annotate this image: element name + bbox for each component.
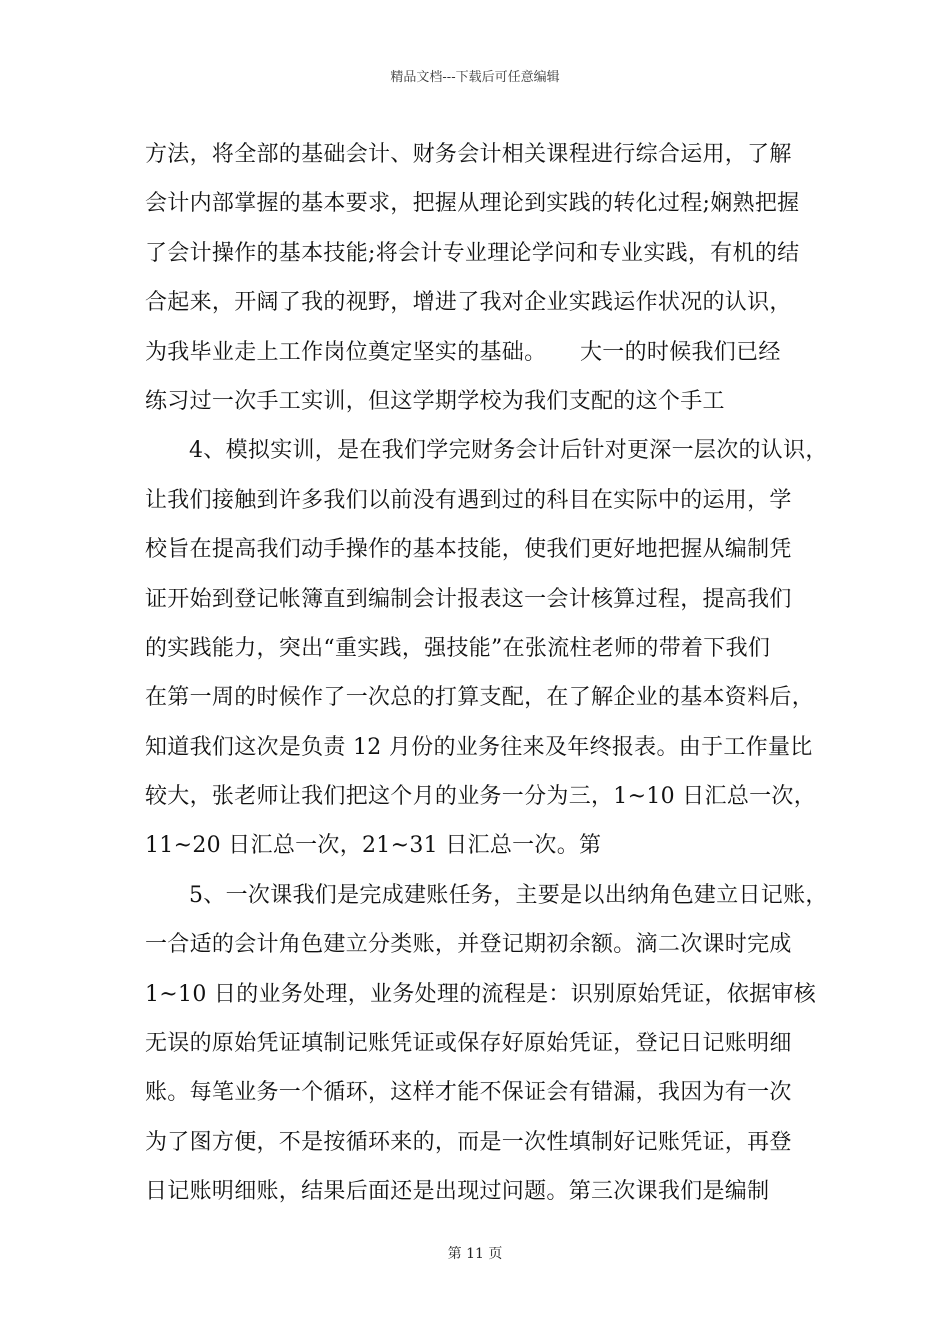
- body-line: 为我毕业走上工作岗位奠定坚实的基础。 大一的时候我们已经: [145, 339, 781, 365]
- page-number: 第 11 页: [447, 1246, 503, 1262]
- body-line: 无误的原始凭证填制记账凭证或保存好原始凭证，登记日记账明细: [145, 1031, 792, 1057]
- body-line: 合起来，开阔了我的视野，增进了我对企业实践运作状况的认识，: [145, 290, 792, 316]
- paragraph-start-line: 4、模拟实训，是在我们学完财务会计后针对更深一层次的认识，: [189, 438, 828, 464]
- body-line: 的实践能力，突出“重实践，强技能”在张流柱老师的带着下我们: [145, 635, 771, 661]
- body-line: 账。每笔业务一个循环，这样才能不保证会有错漏，我因为有一次: [145, 1080, 792, 1106]
- document-body: [145, 130, 828, 1217]
- body-line: 一合适的会计角色建立分类账，并登记期初余额。滴二次课时完成: [145, 932, 792, 958]
- body-line: 方法，将全部的基础会计、财务会计相关课程进行综合运用，了解: [145, 142, 792, 167]
- body-line: 在第一周的时候作了一次总的打算支配，在了解企业的基本资料后，: [145, 685, 815, 711]
- body-line: 知道我们这次是负责 12 月份的业务往来及年终报表。由于工作量比: [145, 734, 813, 760]
- body-line: 日记账明细账，结果后面还是出现过问题。第三次课我们是编制: [145, 1179, 770, 1205]
- body-line: 证开始到登记帐簿直到编制会计报表这一会计核算过程，提高我们: [145, 586, 792, 612]
- body-line: 校旨在提高我们动手操作的基本技能，使我们更好地把握从编制凭: [145, 537, 792, 563]
- body-line: 让我们接触到许多我们以前没有遇到过的科目在实际中的运用，学: [145, 487, 792, 513]
- body-line: 了会计操作的基本技能;将会计专业理论学问和专业实践，有机的结: [145, 240, 800, 266]
- body-line: 会计内部掌握的基本要求，把握从理论到实践的转化过程;娴熟把握: [145, 191, 800, 217]
- body-line: 11~20 日汇总一次，21~31 日汇总一次。第: [145, 833, 602, 859]
- body-line: 1~10 日的业务处理，业务处理的流程是：识别原始凭证，依据审核: [145, 981, 817, 1007]
- paragraph-start-line: 5、一次课我们是完成建账任务，主要是以出纳角色建立日记账，: [189, 882, 828, 908]
- body-line: 为了图方便，不是按循环来的，而是一次性填制好记账凭证，再登: [145, 1129, 792, 1155]
- body-line: 较大，张老师让我们把这个月的业务一分为三，1~10 日汇总一次，: [145, 784, 817, 810]
- page-header: 精品文档---下载后可任意编辑: [390, 70, 560, 85]
- body-line: 练习过一次手工实训，但这学期学校为我们支配的这个手工: [145, 388, 725, 414]
